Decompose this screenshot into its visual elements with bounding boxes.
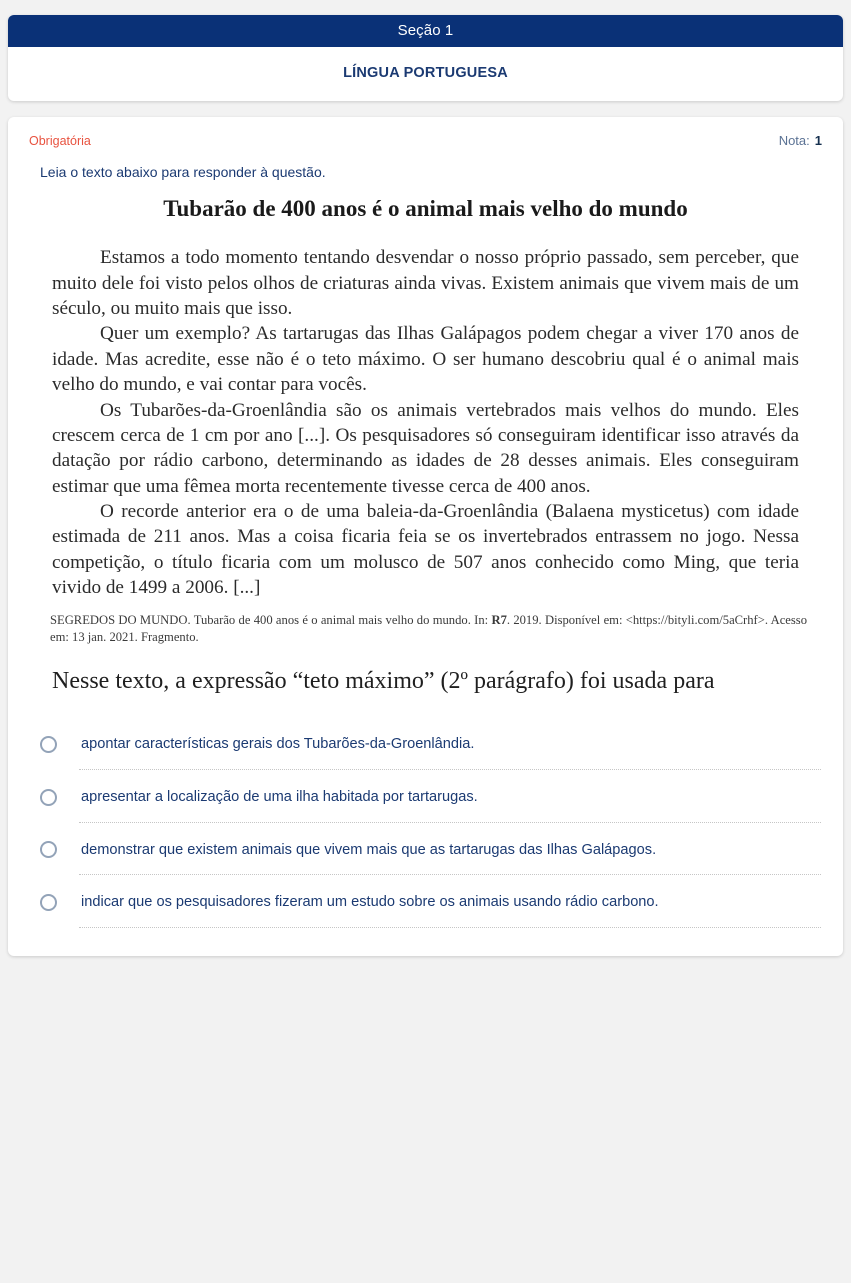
question-meta-row bbox=[26, 131, 825, 148]
option-row[interactable] bbox=[26, 877, 825, 928]
option-body[interactable] bbox=[79, 825, 821, 876]
required-badge: Obrigatória bbox=[29, 134, 91, 148]
passage-paragraph: O recorde anterior era o de uma baleia-da-Groenlândia (Balaena mysticetus) com idade estimada de 211 anos. Mas a coisa ficaria feia se os invertebrados entrassem no jogo. Nessa competição, o título ficaria com um molusco de 507 anos conhecido como Ming, que teria vivido de 1499 a 2006. [...] bbox=[52, 500, 799, 598]
option-row[interactable] bbox=[26, 772, 825, 823]
options-list bbox=[26, 719, 825, 927]
passage-source-citation bbox=[50, 612, 807, 646]
question-card bbox=[8, 117, 843, 956]
option-body[interactable] bbox=[79, 719, 821, 770]
option-row[interactable] bbox=[26, 719, 825, 770]
radio-button-icon[interactable] bbox=[40, 894, 57, 911]
source-text-end: . 2019. Disponível em: <https://bityli.com/5aCrhf>. Acesso em: 13 jan. 2021. Fragmento. bbox=[50, 613, 807, 645]
score-label: Nota: bbox=[778, 133, 810, 148]
option-body[interactable] bbox=[79, 877, 821, 928]
option-label: indicar que os pesquisadores fizeram um estudo sobre os animais usando rádio carbono. bbox=[81, 894, 659, 911]
option-label: apontar características gerais dos Tubarões-da-Groenlândia. bbox=[81, 736, 475, 753]
section-subject-title: LÍNGUA PORTUGUESA bbox=[343, 65, 508, 81]
reading-passage bbox=[52, 194, 799, 600]
section-header-title: Seção 1 bbox=[8, 15, 843, 47]
passage-paragraph: Estamos a todo momento tentando desvendar o nosso próprio passado, sem perceber, que muito dele foi visto pelos olhos de criaturas ainda vivas. Existem animais que vivem mais de um século, ou muito mais que isso. bbox=[52, 247, 799, 320]
passage-paragraph: Quer um exemplo? As tartarugas das Ilhas Galápagos podem chegar a viver 170 anos de idade. Mas acredite, esse não é o teto máximo. O ser humano descobriu qual é o animal mais velho do mundo, e vai contar para vocês. bbox=[52, 323, 799, 396]
source-publication: R7 bbox=[491, 613, 507, 628]
radio-button-icon[interactable] bbox=[40, 841, 57, 858]
passage-paragraph: Os Tubarões-da-Groenlândia são os animais vertebrados mais velhos do mundo. Eles crescem cerca de 1 cm por ano [...]. Os pesquisadores só conseguiram identificar isso através da datação por rádio carbono, determinando as idades de 28 desses animais. Eles conseguiram estimar que uma fêmea morta recentemente tivesse cerca de 400 anos. bbox=[52, 399, 799, 497]
radio-button-icon[interactable] bbox=[40, 789, 57, 806]
score-value: 1 bbox=[814, 133, 822, 148]
option-label: apresentar a localização de uma ilha habitada por tartarugas. bbox=[81, 789, 478, 806]
option-row[interactable] bbox=[26, 825, 825, 876]
score-area bbox=[779, 133, 822, 148]
option-body[interactable] bbox=[79, 772, 821, 823]
question-stem: Nesse texto, a expressão “teto máximo” (2º parágrafo) foi usada para bbox=[52, 668, 715, 695]
question-instruction: Leia o texto abaixo para responder à questão. bbox=[40, 164, 326, 180]
option-label: demonstrar que existem animais que vivem mais que as tartarugas das Ilhas Galápagos. bbox=[81, 841, 657, 858]
section-card bbox=[8, 15, 843, 101]
source-text-start: SEGREDOS DO MUNDO. Tubarão de 400 anos é o animal mais velho do mundo. In: bbox=[50, 613, 492, 628]
passage-title: Tubarão de 400 anos é o animal mais velho do mundo bbox=[163, 196, 688, 221]
radio-button-icon[interactable] bbox=[40, 736, 57, 753]
